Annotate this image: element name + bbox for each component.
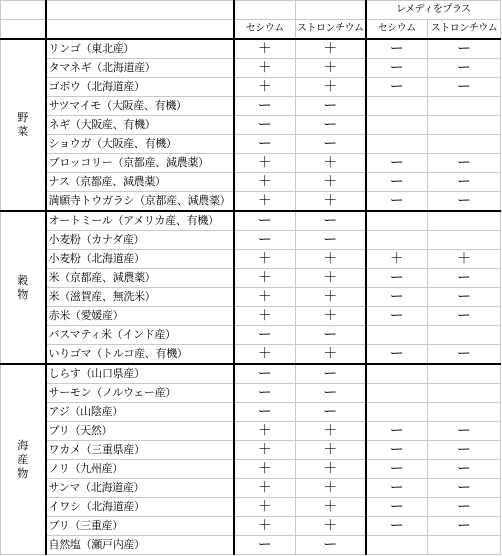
table-row	[1, 479, 501, 498]
table-row	[1, 345, 501, 365]
mark-cell[interactable]: ＋	[296, 307, 366, 326]
mark-cell[interactable]	[428, 135, 501, 154]
table-row	[1, 211, 501, 231]
mark-cell[interactable]: ー	[428, 422, 501, 441]
table-row	[1, 173, 501, 192]
group-label-char: 海	[17, 438, 29, 452]
mark-cell[interactable]	[428, 326, 501, 345]
col-header-strontium[interactable]: ストロンチウム	[296, 20, 366, 40]
mark-cell[interactable]: ＋	[296, 78, 366, 97]
group-label-char: 物	[17, 466, 29, 480]
mark-cell[interactable]: ー	[428, 59, 501, 78]
mark-cell[interactable]	[366, 231, 428, 250]
col-header-remedy-cesium[interactable]: セシウム	[366, 20, 428, 40]
mark-cell[interactable]: ー	[428, 307, 501, 326]
mark-cell[interactable]: ー	[366, 460, 428, 479]
mark-cell[interactable]: ＋	[234, 498, 296, 517]
item-name-cell[interactable]: 米（京都産、減農薬）	[46, 269, 234, 288]
mark-cell[interactable]	[428, 384, 501, 403]
mark-cell[interactable]: ー	[366, 517, 428, 536]
item-name-cell[interactable]: 赤米（愛媛産）	[46, 307, 234, 326]
table-row	[1, 231, 501, 250]
mark-cell[interactable]: ー	[366, 78, 428, 97]
item-name-cell[interactable]: イワシ（北海道産）	[46, 498, 234, 517]
mark-cell[interactable]: ＋	[296, 441, 366, 460]
mark-cell[interactable]: ＋	[234, 345, 296, 365]
mark-cell[interactable]: ＋	[296, 192, 366, 212]
header-cell-empty[interactable]	[46, 1, 234, 20]
item-name-cell[interactable]: 満願寺トウガラシ（京都産、減農薬）	[46, 192, 234, 212]
item-name-cell[interactable]: オートミール（アメリカ産、有機）	[46, 211, 234, 231]
mark-cell[interactable]: ー	[428, 479, 501, 498]
group-label-cell[interactable]	[1, 211, 46, 364]
mark-cell[interactable]	[366, 384, 428, 403]
mark-cell[interactable]: ＋	[296, 517, 366, 536]
mark-cell[interactable]	[366, 135, 428, 154]
table-row	[1, 39, 501, 59]
mark-cell[interactable]	[428, 364, 501, 384]
table-row	[1, 154, 501, 173]
mark-cell[interactable]: ー	[366, 269, 428, 288]
mark-cell[interactable]: ー	[234, 211, 296, 231]
header-cell-empty[interactable]	[1, 20, 46, 40]
mark-cell[interactable]: ＋	[366, 250, 428, 269]
item-name-cell[interactable]: リンゴ（東北産）	[46, 39, 234, 59]
mark-cell[interactable]: ー	[366, 498, 428, 517]
mark-cell[interactable]: ＋	[234, 517, 296, 536]
mark-cell[interactable]: ー	[428, 154, 501, 173]
mark-cell[interactable]: ー	[366, 422, 428, 441]
header-cell-empty[interactable]	[46, 20, 234, 40]
mark-cell[interactable]: ー	[234, 364, 296, 384]
mark-cell[interactable]: ー	[428, 192, 501, 212]
mark-cell[interactable]: ー	[366, 288, 428, 307]
mark-cell[interactable]	[366, 211, 428, 231]
mark-cell[interactable]: ー	[296, 231, 366, 250]
item-name-cell[interactable]: アジ（山陰産）	[46, 403, 234, 422]
mark-cell[interactable]: ー	[428, 517, 501, 536]
remedy-header[interactable]: レメディをプラス	[366, 1, 501, 20]
mark-cell[interactable]: ＋	[296, 288, 366, 307]
mark-cell[interactable]: ー	[366, 59, 428, 78]
header-cell-empty[interactable]	[1, 1, 46, 20]
table-row	[1, 269, 501, 288]
mark-cell[interactable]: ＋	[428, 250, 501, 269]
table-row	[1, 78, 501, 97]
mark-cell[interactable]: ー	[428, 460, 501, 479]
mark-cell[interactable]: ー	[428, 288, 501, 307]
mark-cell[interactable]: ＋	[296, 345, 366, 365]
mark-cell[interactable]: ー	[296, 135, 366, 154]
mark-cell[interactable]: ー	[234, 403, 296, 422]
mark-cell[interactable]	[428, 231, 501, 250]
mark-cell[interactable]: ー	[296, 364, 366, 384]
group-label-cell[interactable]	[1, 39, 46, 211]
item-name-cell[interactable]: サンマ（北海道産）	[46, 479, 234, 498]
header-row-1	[1, 1, 501, 20]
mark-cell[interactable]: ＋	[234, 422, 296, 441]
table-row	[1, 307, 501, 326]
mark-cell[interactable]: ー	[296, 403, 366, 422]
mark-cell[interactable]: ー	[366, 39, 428, 59]
mark-cell[interactable]	[366, 97, 428, 116]
col-header-remedy-strontium[interactable]: ストロンチウム	[428, 20, 501, 40]
item-name-cell[interactable]: しらす（山口県産）	[46, 364, 234, 384]
item-name-cell[interactable]: ブリ（三重産）	[46, 517, 234, 536]
mark-cell[interactable]: ＋	[234, 39, 296, 59]
item-name-cell[interactable]: ノリ（九州産）	[46, 460, 234, 479]
table-row	[1, 441, 501, 460]
item-name-cell[interactable]: タマネギ（北海道産）	[46, 59, 234, 78]
mark-cell[interactable]	[428, 116, 501, 135]
group-label-char: 菜	[17, 125, 29, 138]
item-name-cell[interactable]: 小麦粉（カナダ産）	[46, 231, 234, 250]
mark-cell[interactable]: ー	[366, 192, 428, 212]
mark-cell[interactable]: ＋	[296, 498, 366, 517]
table-row	[1, 250, 501, 269]
mark-cell[interactable]	[428, 536, 501, 555]
item-name-cell[interactable]: ナス（京都産、減農薬）	[46, 173, 234, 192]
mark-cell[interactable]: ー	[296, 384, 366, 403]
item-name-cell[interactable]: サーモン（ノルウェー産）	[46, 384, 234, 403]
mark-cell[interactable]: ー	[428, 39, 501, 59]
spreadsheet-body	[1, 1, 501, 555]
col-header-cesium[interactable]: セシウム	[234, 20, 296, 40]
header-cell-empty[interactable]	[296, 1, 366, 20]
item-name-cell[interactable]: ブロッコリー（京都産、減農薬）	[46, 154, 234, 173]
mark-cell[interactable]: ＋	[296, 269, 366, 288]
item-name-cell[interactable]: 米（滋賀産、無洗米）	[46, 288, 234, 307]
mark-cell[interactable]	[366, 116, 428, 135]
group-label-char: 物	[17, 287, 29, 301]
table-row	[1, 460, 501, 479]
item-name-cell[interactable]: ワカメ（三重県産）	[46, 441, 234, 460]
mark-cell[interactable]: ＋	[296, 59, 366, 78]
mark-cell[interactable]	[366, 536, 428, 555]
mark-cell[interactable]	[428, 97, 501, 116]
table-row	[1, 116, 501, 135]
mark-cell[interactable]: ー	[234, 326, 296, 345]
mark-cell[interactable]	[366, 326, 428, 345]
mark-cell[interactable]: ＋	[234, 288, 296, 307]
item-name-cell[interactable]: バスマティ米（インド産）	[46, 326, 234, 345]
mark-cell[interactable]: ー	[234, 231, 296, 250]
mark-cell[interactable]: ー	[296, 211, 366, 231]
mark-cell[interactable]: ー	[428, 173, 501, 192]
mark-cell[interactable]: ー	[428, 498, 501, 517]
table-row	[1, 384, 501, 403]
mark-cell[interactable]: ＋	[234, 173, 296, 192]
mark-cell[interactable]: ー	[296, 536, 366, 555]
group-label-cell[interactable]	[1, 364, 46, 555]
table-row	[1, 422, 501, 441]
mark-cell[interactable]: ー	[234, 135, 296, 154]
table-row	[1, 97, 501, 116]
mark-cell[interactable]: ー	[366, 154, 428, 173]
item-name-cell[interactable]: サツマイモ（大阪産、有機）	[46, 97, 234, 116]
group-label-char: 穀	[17, 273, 29, 287]
mark-cell[interactable]: ＋	[234, 78, 296, 97]
table-row	[1, 326, 501, 345]
table-row	[1, 403, 501, 422]
mark-cell[interactable]: ー	[428, 269, 501, 288]
table-row	[1, 517, 501, 536]
mark-cell[interactable]: ー	[428, 78, 501, 97]
table-row	[1, 192, 501, 212]
table-row	[1, 498, 501, 517]
mark-cell[interactable]	[428, 211, 501, 231]
mark-cell[interactable]: ー	[366, 345, 428, 365]
mark-cell[interactable]: ー	[366, 173, 428, 192]
mark-cell[interactable]: ＋	[234, 441, 296, 460]
mark-cell[interactable]: ー	[234, 384, 296, 403]
mark-cell[interactable]: ＋	[296, 154, 366, 173]
header-cell-empty[interactable]	[234, 1, 296, 20]
mark-cell[interactable]	[366, 364, 428, 384]
item-name-cell[interactable]: 自然塩（瀬戸内産）	[46, 536, 234, 555]
group-label-char: 産	[17, 452, 29, 466]
item-name-cell[interactable]: ゴボウ（北海道産）	[46, 78, 234, 97]
mark-cell[interactable]	[428, 403, 501, 422]
table-row	[1, 59, 501, 78]
mark-cell[interactable]: ＋	[296, 173, 366, 192]
item-name-cell[interactable]: ネギ（大阪産、有機）	[46, 116, 234, 135]
mark-cell[interactable]	[366, 403, 428, 422]
mark-cell[interactable]: ＋	[234, 250, 296, 269]
mark-cell[interactable]: ー	[296, 97, 366, 116]
mark-cell[interactable]: ＋	[296, 250, 366, 269]
mark-cell[interactable]: ー	[234, 97, 296, 116]
mark-cell[interactable]: ＋	[234, 460, 296, 479]
item-name-cell[interactable]: いりゴマ（トルコ産、有機）	[46, 345, 234, 365]
mark-cell[interactable]: ＋	[296, 39, 366, 59]
mark-cell[interactable]: ＋	[234, 154, 296, 173]
mark-cell[interactable]: ＋	[234, 479, 296, 498]
mark-cell[interactable]: ＋	[234, 269, 296, 288]
table-row	[1, 288, 501, 307]
mark-cell[interactable]: ー	[296, 326, 366, 345]
table-row	[1, 536, 501, 555]
item-name-cell[interactable]: ブリ（天然）	[46, 422, 234, 441]
table-row	[1, 135, 501, 154]
mark-cell[interactable]: ＋	[234, 59, 296, 78]
mark-cell[interactable]: ー	[366, 307, 428, 326]
group-label-char: 野	[17, 111, 29, 124]
mark-cell[interactable]: ＋	[234, 307, 296, 326]
item-name-cell[interactable]: 小麦粉（北海道産）	[46, 250, 234, 269]
mark-cell[interactable]: ＋	[296, 479, 366, 498]
table-row	[1, 364, 501, 384]
header-row-2	[1, 20, 501, 40]
mark-cell[interactable]: ー	[234, 116, 296, 135]
mark-cell[interactable]: ＋	[234, 192, 296, 212]
mark-cell[interactable]: ー	[296, 116, 366, 135]
item-name-cell[interactable]: ショウガ（大阪産、有機）	[46, 135, 234, 154]
mark-cell[interactable]: ＋	[296, 422, 366, 441]
mark-cell[interactable]: ＋	[296, 460, 366, 479]
mark-cell[interactable]: ー	[428, 345, 501, 365]
mark-cell[interactable]: ー	[366, 479, 428, 498]
mark-cell[interactable]: ー	[428, 441, 501, 460]
mark-cell[interactable]: ー	[366, 441, 428, 460]
mark-cell[interactable]: ー	[234, 536, 296, 555]
